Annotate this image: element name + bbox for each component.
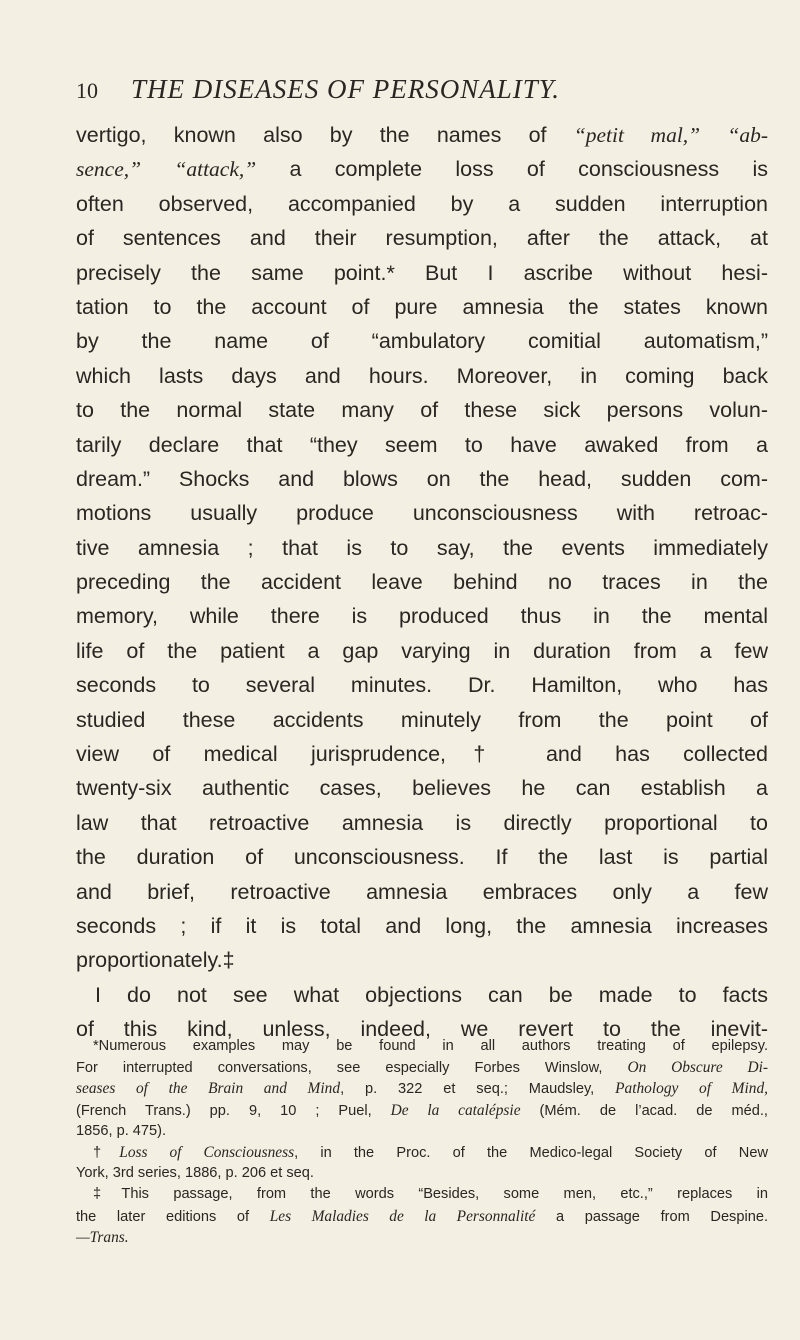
body-line: proportionately.‡	[76, 948, 235, 973]
footnote-line: (French Trans.) pp. 9, 10 ; Puel, De la catalépsie (Mém. de l’acad. de méd.,	[76, 1101, 768, 1119]
body-line: which lasts days and hours. Moreover, in coming back	[76, 363, 768, 388]
footnote-line: ‡This passage, from the words “Besides, some men, etc.,” replaces in	[93, 1186, 768, 1203]
body-line: the duration of unconsciousness. If the last is partial	[76, 845, 768, 870]
body-line: tive amnesia ; that is to say, the events immediately	[76, 535, 768, 560]
body-line: studied these accidents minutely from the point of	[76, 707, 768, 732]
footnote-line: —Trans.	[76, 1228, 129, 1246]
body-line: seconds to several minutes. Dr. Hamilton, who has	[76, 673, 768, 698]
body-line: precisely the same point.* But I ascribe without hesi-	[76, 260, 768, 285]
footnote-line: seases of the Brain and Mind, p. 322 et seq.; Maudsley, Pathology of Mind,	[76, 1080, 769, 1098]
running-title: THE DISEASES OF PERSONALITY.	[131, 74, 561, 104]
body-line: and brief, retroactive amnesia embraces only a few	[76, 879, 768, 904]
body-line: tation to the account of pure amnesia the states known	[76, 294, 768, 319]
body-line: twenty-six authentic cases, believes he can establish a	[76, 776, 768, 801]
page-number: 10	[76, 78, 98, 103]
body-line: motions usually produce unconsciousness with retroac-	[76, 501, 768, 526]
footnote-line: *Numerous examples may be found in all authors treating of epilepsy.	[93, 1038, 768, 1054]
body-line: view of medical jurisprudence,† and has collected	[76, 742, 768, 767]
footnote-line: †Loss of Consciousness, in the Proc. of the Medico-legal Society of New	[93, 1143, 768, 1161]
body-line: dream.” Shocks and blows on the head, sudden com-	[76, 466, 768, 491]
footnote-line: For interrupted conversations, see especially Forbes Winslow, On Obscure Di-	[76, 1059, 768, 1077]
footnote-line: York, 3rd series, 1886, p. 206 et seq.	[76, 1165, 314, 1182]
body-line: seconds ; if it is total and long, the amnesia increases	[76, 913, 768, 938]
footnotes	[76, 1036, 768, 1248]
footnote-line: 1856, p. 475).	[76, 1122, 167, 1139]
body-line: preceding the accident leave behind no traces in the	[76, 570, 768, 595]
body-line: of sentences and their resumption, after the attack, at	[76, 226, 768, 251]
body-line: often observed, accompanied by a sudden interruption	[76, 191, 768, 216]
body-line: tarily declare that “they seem to have awaked from a	[76, 432, 768, 457]
body-line: memory, while there is produced thus in the mental	[76, 604, 768, 629]
body-line: I do not see what objections can be made to facts	[95, 982, 768, 1007]
body-line: to the normal state many of these sick persons volun-	[76, 398, 768, 423]
body-line: life of the patient a gap varying in duration from a few	[76, 638, 768, 663]
body-line: vertigo, known also by the names of “petit mal,” “ab-	[76, 123, 768, 147]
body-text	[76, 118, 768, 1047]
body-line: law that retroactive amnesia is directly proportional to	[76, 810, 768, 835]
body-line: by the name of “ambulatory comitial automatism,”	[76, 329, 768, 354]
page-header	[76, 74, 776, 108]
footnote-line: the later editions of Les Maladies de la Personnalité a passage from Despine.	[76, 1207, 768, 1225]
body-line: sence,” “attack,” a complete loss of consciousness is	[76, 157, 768, 182]
body-line: of this kind, unless, indeed, we revert to the inevit-	[76, 1017, 768, 1042]
